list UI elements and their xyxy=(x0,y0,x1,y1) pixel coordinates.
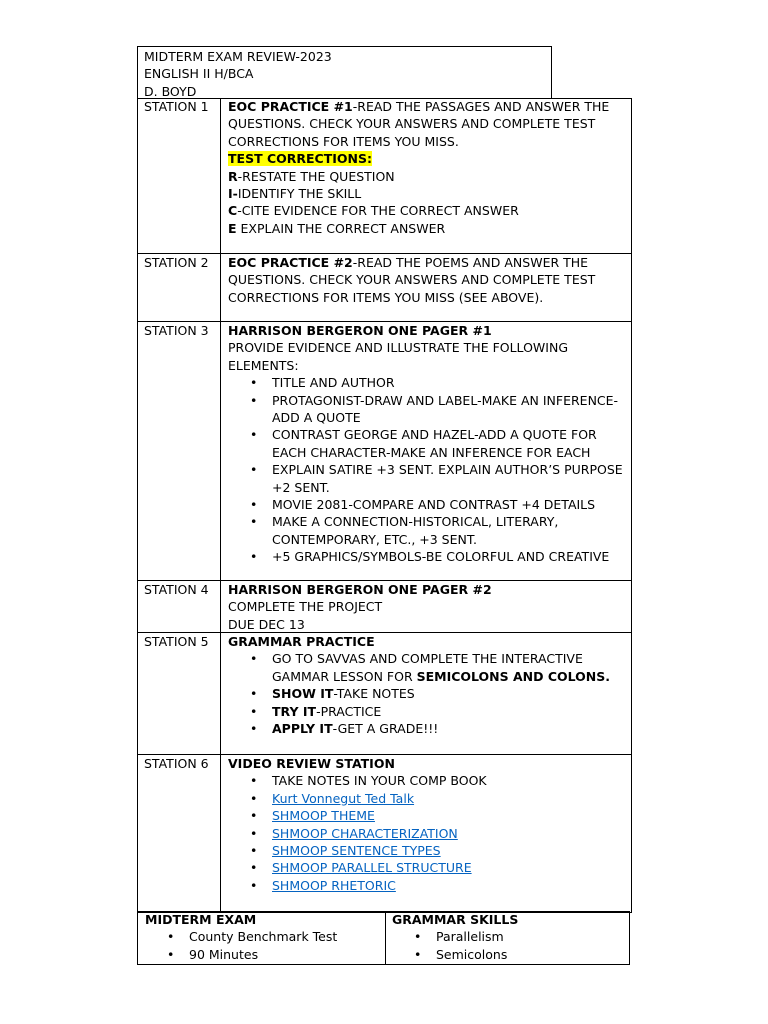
header-teacher: D. BOYD xyxy=(144,83,197,99)
list-item xyxy=(272,859,626,876)
station-5-title: GRAMMAR PRACTICE xyxy=(228,634,375,649)
test-corrections-heading: TEST CORRECTIONS: xyxy=(228,151,372,167)
station-2-content xyxy=(221,254,632,306)
station-4-label: STATION 4 xyxy=(144,582,209,597)
station-6-content xyxy=(221,755,632,894)
header-text xyxy=(144,48,544,100)
list-item: • EXPLAIN SATIRE +3 SENT. EXPLAIN AUTHOR’S PURPOSE +2 SENT. xyxy=(272,461,626,496)
station-1-title: EOC PRACTICE #1 xyxy=(228,99,353,114)
midterm-exam-cell xyxy=(138,911,384,963)
list-item: • County Benchmark Test xyxy=(189,928,384,945)
station-2-instructions: EOC PRACTICE #2-READ THE POEMS AND ANSWER THE QUESTIONS. CHECK YOUR ANSWERS AND COMPLETE TEST CORRECTIONS FOR ITEMS YOU MISS (SEE ABOVE). xyxy=(228,255,596,305)
link-shmoop-rhetoric[interactable]: SHMOOP RHETORIC xyxy=(272,877,396,893)
correction-i: I-IDENTIFY THE SKILL xyxy=(228,186,362,202)
grammar-skills-cell xyxy=(386,911,629,963)
midterm-exam-title: MIDTERM EXAM xyxy=(145,912,257,927)
list-item: • TITLE AND AUTHOR xyxy=(272,374,626,391)
station-1-content xyxy=(221,98,632,237)
list-item: • CONTRAST GEORGE AND HAZEL-ADD A QUOTE FOR EACH CHARACTER-MAKE AN INFERENCE FOR EACH xyxy=(272,426,626,461)
list-item xyxy=(272,877,626,894)
list-item: • APPLY IT-GET A GRADE!!! xyxy=(272,720,626,737)
station-3-content xyxy=(221,322,632,566)
list-item: • MOVIE 2081-COMPARE AND CONTRAST +4 DETAILS xyxy=(272,496,626,513)
list-item: • SHOW IT-TAKE NOTES xyxy=(272,685,626,702)
station-3-title: HARRISON BERGERON ONE PAGER #1 xyxy=(228,323,492,338)
link-shmoop-theme[interactable]: SHMOOP THEME xyxy=(272,808,375,824)
header-title: MIDTERM EXAM REVIEW-2023 xyxy=(144,49,332,64)
station-3-instructions: PROVIDE EVIDENCE AND ILLUSTRATE THE FOLLOWING ELEMENTS: xyxy=(228,340,569,373)
list-item xyxy=(272,790,626,807)
link-shmoop-sentence-types[interactable]: SHMOOP SENTENCE TYPES xyxy=(272,843,441,859)
correction-c: C-CITE EVIDENCE FOR THE CORRECT ANSWER xyxy=(228,203,519,219)
list-item xyxy=(272,825,626,842)
station-5-label: STATION 5 xyxy=(144,634,209,649)
station-6-title: VIDEO REVIEW STATION xyxy=(228,756,395,771)
link-shmoop-characterization[interactable]: SHMOOP CHARACTERIZATION xyxy=(272,825,458,841)
station-5-content xyxy=(221,633,632,737)
station-1-label: STATION 1 xyxy=(144,99,209,114)
station-1-instructions: EOC PRACTICE #1-READ THE PASSAGES AND ANSWER THE QUESTIONS. CHECK YOUR ANSWERS AND COMPLETE TEST CORRECTIONS FOR ITEMS YOU MISS. xyxy=(228,99,610,149)
grammar-skills-list xyxy=(392,928,629,963)
correction-e: E EXPLAIN THE CORRECT ANSWER xyxy=(228,220,446,236)
list-item: • GO TO SAVVAS AND COMPLETE THE INTERACTIVE GAMMAR LESSON FOR SEMICOLONS AND COLONS. xyxy=(272,650,626,685)
midterm-exam-list xyxy=(145,928,384,963)
header-course: ENGLISH II H/BCA xyxy=(144,66,254,82)
list-item: • PROTAGONIST-DRAW AND LABEL-MAKE AN INFERENCE-ADD A QUOTE xyxy=(272,392,626,427)
station-4-due-date: DUE DEC 13 xyxy=(228,616,305,632)
list-item: • +5 GRAPHICS/SYMBOLS-BE COLORFUL AND CREATIVE xyxy=(272,548,626,565)
link-kurt-vonnegut-ted-talk[interactable]: Kurt Vonnegut Ted Talk xyxy=(272,790,415,806)
station-5-list xyxy=(228,650,626,737)
list-item: • Parallelism xyxy=(436,928,629,945)
list-item xyxy=(272,842,626,859)
station-2-label: STATION 2 xyxy=(144,255,209,270)
list-item: • TAKE NOTES IN YOUR COMP BOOK xyxy=(272,772,626,789)
list-item: • TRY IT-PRACTICE xyxy=(272,703,626,720)
correction-r: R-RESTATE THE QUESTION xyxy=(228,168,395,184)
list-item xyxy=(272,807,626,824)
station-4-content xyxy=(221,581,632,633)
station-2-title: EOC PRACTICE #2 xyxy=(228,255,353,270)
link-shmoop-parallel-structure[interactable]: SHMOOP PARALLEL STRUCTURE xyxy=(272,860,472,876)
list-item: • Semicolons xyxy=(436,946,629,963)
list-item: • 90 Minutes xyxy=(189,946,384,963)
station-6-label: STATION 6 xyxy=(144,756,209,771)
station-3-label: STATION 3 xyxy=(144,323,209,338)
station-6-list xyxy=(228,772,626,894)
station-4-title: HARRISON BERGERON ONE PAGER #2 xyxy=(228,582,492,597)
station-3-list xyxy=(228,374,626,565)
station-4-task: COMPLETE THE PROJECT xyxy=(228,599,383,615)
list-item: • MAKE A CONNECTION-HISTORICAL, LITERARY, CONTEMPORARY, ETC., +3 SENT. xyxy=(272,513,626,548)
grammar-skills-title: GRAMMAR SKILLS xyxy=(392,912,519,927)
